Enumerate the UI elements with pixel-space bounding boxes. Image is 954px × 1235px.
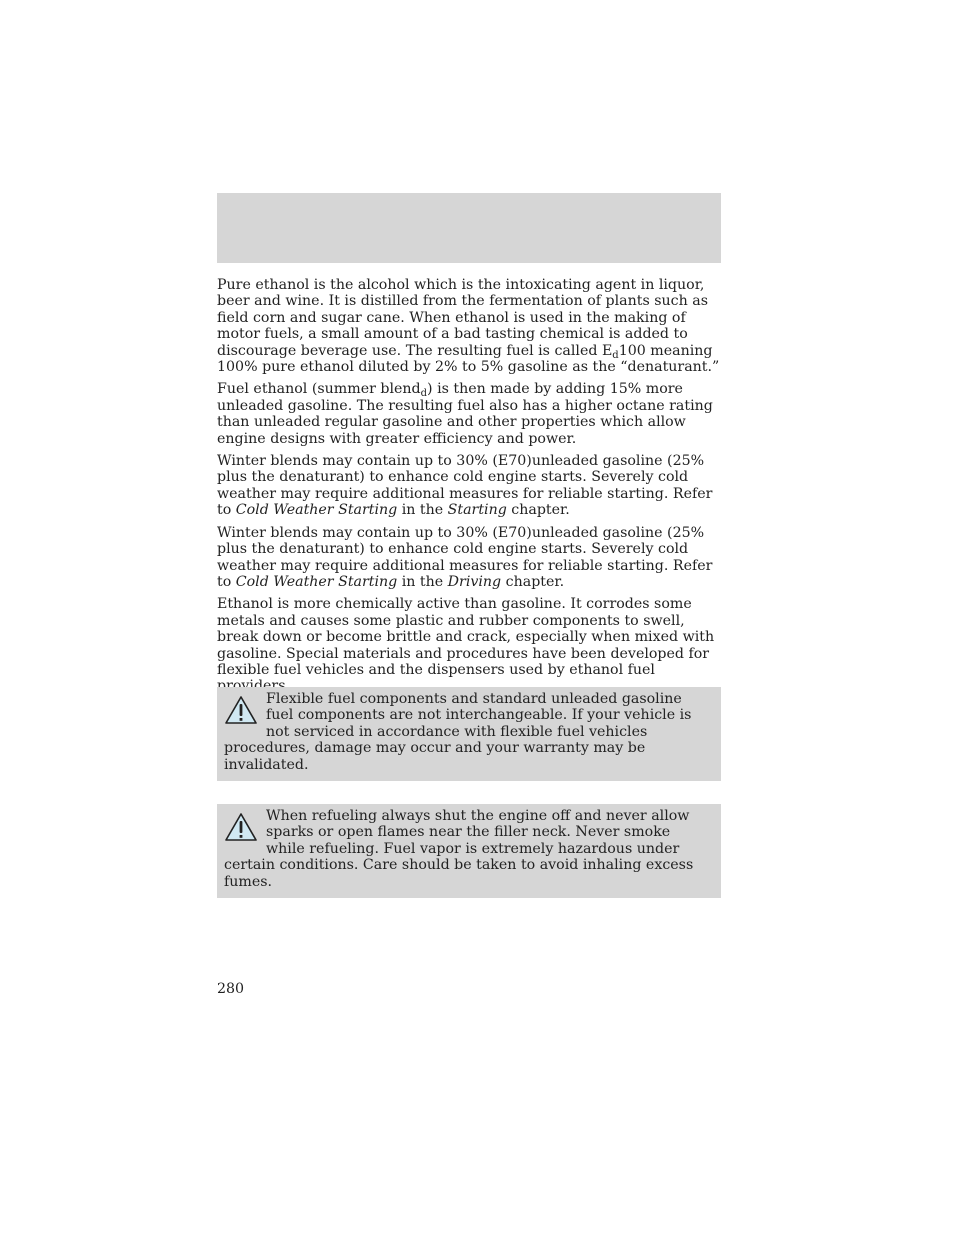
text-run: in the bbox=[397, 502, 448, 519]
text-run: 100 meaning 100% pure ethanol diluted by 2% to 5% gasoline as the “denaturant.” bbox=[217, 342, 720, 376]
italic-reference: Cold Weather Starting bbox=[235, 573, 398, 590]
text-run: Pure ethanol is the alcohol which is the intoxicating agent in liquor, beer and wine. It is distilled from the fermentation of plants such as field corn and sugar cane. When ethanol is used in the making of motor fuels, a small amount of a bad tasting chemical is added to discourage beverage use. The resulting fuel is called E bbox=[217, 277, 708, 359]
paragraph-fuel-ethanol bbox=[217, 381, 721, 447]
text-run: chapter. bbox=[506, 502, 570, 519]
italic-reference: Cold Weather Starting bbox=[235, 502, 398, 519]
paragraph-pure-ethanol bbox=[217, 277, 721, 375]
warning-box-fuel-components bbox=[217, 687, 721, 781]
text-run: chapter. bbox=[501, 573, 565, 590]
paragraph-ethanol-corrosion bbox=[217, 596, 721, 694]
warning-text: Flexible fuel components and standard unleaded gasoline fuel components are not interchangeable. If your vehicle is not serviced in accordance with flexible fuel vehicles procedures, damage may occur and your warranty may be invalidated. bbox=[224, 691, 692, 773]
body-text bbox=[217, 277, 721, 701]
paragraph-winter-blends-driving bbox=[217, 525, 721, 591]
subscript: d bbox=[420, 388, 428, 400]
italic-reference: Driving bbox=[447, 573, 502, 590]
warning-text: When refueling always shut the engine off and never allow sparks or open flames near the filler neck. Never smoke while refueling. Fuel vapor is extremely hazardous under certain conditions. Care should be taken to avoid inhaling excess fumes. bbox=[224, 808, 694, 890]
text-run: Winter blends may contain up to 30% (E70)unleaded gasoline (25% plus the denaturant) to enhance cold engine starts. Severely cold weather may require additional measures for reliable starting. Refer to bbox=[217, 524, 713, 590]
text-run: ) is then made by adding 15% more unleaded gasoline. The resulting fuel also has a higher octane rating than unleaded regular gasoline and other properties which allow engine designs with greater efficiency and power. bbox=[217, 381, 713, 447]
warning-triangle-icon bbox=[224, 695, 258, 725]
text-run: Ethanol is more chemically active than gasoline. It corrodes some metals and causes some plastic and rubber components to swell, break down or become brittle and crack, especially when mixed with gasoline. Special materials and procedures have been developed for flexible fuel vehicles and the dispensers used by ethanol fuel bbox=[217, 596, 715, 678]
page-number: 280 bbox=[217, 981, 245, 997]
italic-reference: Starting bbox=[447, 502, 507, 519]
text-run: Winter blends may contain up to 30% (E70)unleaded gasoline (25% plus the denaturant) to enhance cold engine starts. Severely cold weather may require additional measures for reliable starting. Refer to bbox=[217, 453, 713, 519]
chapter-header-band bbox=[217, 193, 721, 263]
warning-triangle-icon bbox=[224, 812, 258, 842]
text-run: in the bbox=[397, 573, 448, 590]
subscript: d bbox=[612, 349, 619, 361]
paragraph-winter-blends-starting bbox=[217, 453, 721, 519]
warning-box-refueling bbox=[217, 804, 721, 898]
text-run: Fuel ethanol (summer blend bbox=[217, 381, 421, 398]
